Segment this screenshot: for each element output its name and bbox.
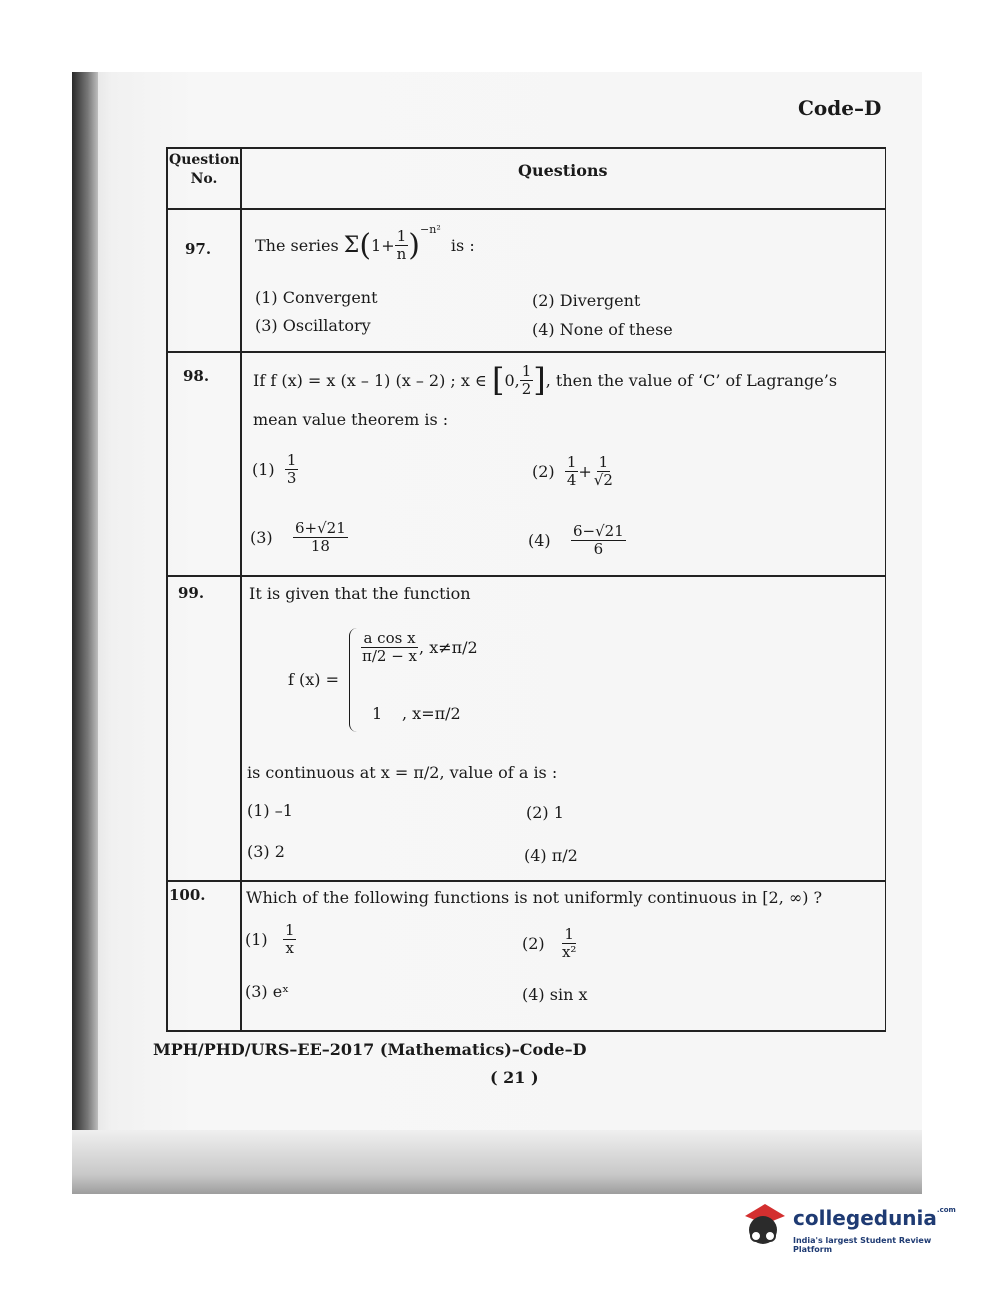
q100-option-4: (4) sin x — [522, 985, 588, 1004]
question-number-98: 98. — [183, 367, 210, 385]
header-question-no: Question No. — [169, 152, 240, 187]
question-98-stem: If f (x) = x (x – 1) (x – 2) ; x ∈ [ 0, $\frac{1}{2}$ ] , then the value of ‘C’ of Lagrange’s — [253, 361, 838, 399]
q98-option-1: (1) $\frac{1}{3}$ — [252, 451, 297, 487]
piecewise-case-2-condition: , x=π/2 — [402, 704, 461, 723]
q98-option-3: (3) $\frac{6+√21}{18}$ — [250, 519, 346, 555]
q98-option-4: (4) $\frac{6-√21}{6}$ — [528, 522, 624, 558]
row-divider-99 — [166, 880, 886, 882]
q99-option-4: (4) π/2 — [524, 846, 578, 865]
q100-option-1: (1) $\frac{1}{x}$ — [245, 921, 295, 957]
logo-suffix: .com — [936, 1206, 956, 1214]
piecewise-case-1: $\frac{\text{a cos x}}{\pi/2 - x}$ , x≠π/2 — [362, 629, 478, 665]
header-divider — [166, 208, 886, 210]
q99-option-1: (1) –1 — [247, 801, 293, 820]
question-98-stem-2: mean value theorem is : — [253, 410, 449, 429]
question-99-stem-2: is continuous at x = π/2, value of a is : — [247, 763, 558, 782]
q97-option-4: (4) None of these — [532, 320, 673, 339]
page-number: ( 21 ) — [490, 1068, 539, 1087]
header-questions: Questions — [518, 161, 608, 180]
question-100-stem: Which of the following functions is not uniformly continuous in [2, ∞) ? — [246, 888, 823, 907]
q97-option-1: (1) Convergent — [255, 288, 378, 307]
question-97-stem: The series Σ ( 1+ $\frac{1}{n}$ ) $^{-n^2}$ is : — [255, 223, 475, 263]
piecewise-case-2-value: 1 — [372, 704, 383, 723]
collegedunia-logo — [737, 1198, 967, 1258]
column-divider — [240, 147, 242, 1032]
q97-option-3: (3) Oscillatory — [255, 316, 371, 335]
piecewise-brace — [349, 628, 358, 732]
page-code: Code–D — [798, 96, 882, 120]
function-label: f (x) = — [288, 670, 340, 689]
row-divider-98 — [166, 575, 886, 577]
q100-option-2: (2) $\frac{1}{\text{x²}}$ — [522, 925, 577, 961]
question-99-stem: It is given that the function — [249, 584, 471, 603]
q98-option-2: (2) $\frac{1}{4}$ + $\frac{1}{√2}$ — [532, 453, 613, 489]
q99-option-3: (3) 2 — [247, 842, 285, 861]
row-divider-97 — [166, 351, 886, 353]
exam-footer: MPH/PHD/URS–EE–2017 (Mathematics)–Code–D — [153, 1040, 587, 1059]
logo-tagline: India's largest Student Review Platform — [793, 1236, 932, 1254]
logo-mascot-icon — [737, 1198, 789, 1254]
q100-option-3: (3) eˣ — [245, 982, 289, 1001]
question-number-97: 97. — [185, 240, 212, 258]
page-bottom-shadow — [72, 1130, 922, 1194]
page-edge-shadow — [72, 72, 98, 1194]
question-number-100: 100. — [169, 886, 206, 904]
q99-option-2: (2) 1 — [526, 803, 564, 822]
logo-wordmark: collegedunia — [793, 1206, 937, 1230]
q97-option-2: (2) Divergent — [532, 291, 641, 310]
question-number-99: 99. — [178, 584, 205, 602]
